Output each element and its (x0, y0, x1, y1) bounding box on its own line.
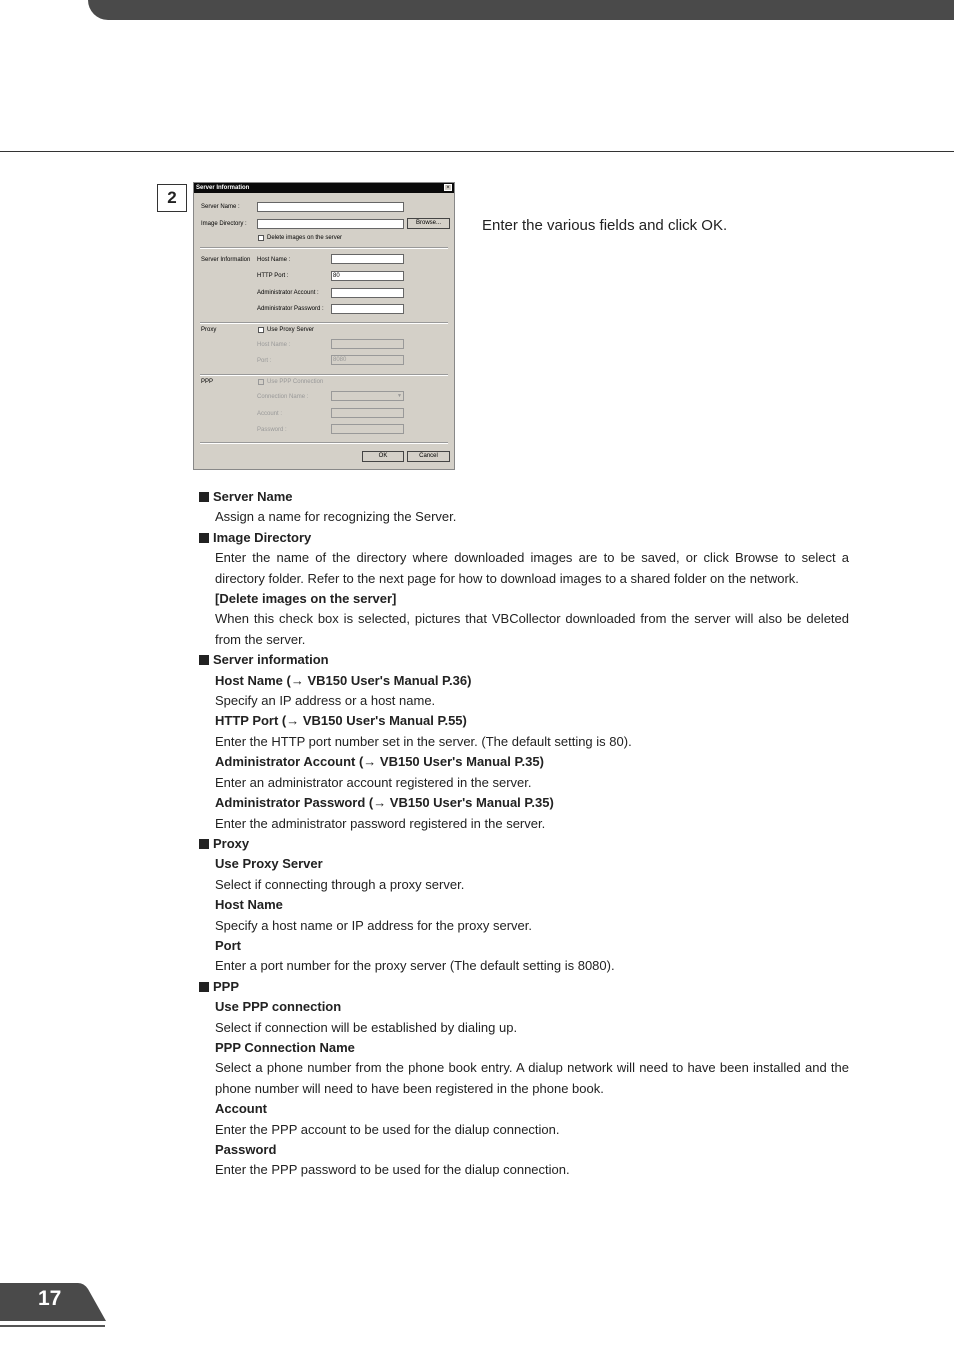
sub-heading: HTTP Port (→ VB150 User's Manual P.55) (215, 713, 467, 729)
admin-password-label: Administrator Password : (257, 306, 324, 312)
section-text: Enter an administrator account registered in the server. (215, 774, 532, 790)
separator (200, 442, 448, 444)
sub-heading: Use PPP connection (215, 999, 342, 1015)
ppp-section-label: PPP (201, 379, 214, 385)
section-heading: PPP (199, 977, 849, 997)
close-icon[interactable]: × (444, 184, 452, 191)
password-label: Password : (257, 427, 287, 433)
dialog-title: Server Information (194, 183, 454, 193)
header-bar (88, 0, 954, 20)
server-information-dialog (193, 182, 455, 470)
server-name-label: Server Name : (201, 204, 240, 210)
use-ppp-checkbox (258, 379, 264, 385)
section-text: Select if connecting through a proxy server. (215, 876, 465, 892)
connection-name-select (331, 391, 404, 401)
browse-button[interactable]: Browse... (407, 218, 450, 229)
separator (200, 374, 448, 376)
account-input (331, 408, 404, 418)
image-directory-label: Image Directory : (201, 221, 247, 227)
sub-heading: Account (215, 1101, 267, 1117)
step-instruction: Enter the various fields and click OK. (482, 217, 728, 234)
section-text: Enter the name of the directory where downloaded images are to be saved, or click Browse to select a directory folder. Refer to the next page for how to download images to a shared folder on the network. (215, 550, 849, 586)
section-heading: Proxy (199, 834, 849, 854)
section-heading: Server Name (199, 487, 849, 507)
section-text: Enter the administrator password registered in the server. (215, 815, 546, 831)
header-rule (0, 151, 954, 152)
separator (200, 322, 448, 324)
description-body (199, 487, 849, 1181)
http-port-label: HTTP Port : (257, 273, 289, 279)
delete-images-checkbox[interactable] (258, 235, 264, 241)
account-label: Account : (257, 411, 283, 417)
sub-heading: Host Name (→ VB150 User's Manual P.36) (215, 672, 472, 688)
section-text: Specify an IP address or a host name. (215, 693, 436, 709)
section-text: Assign a name for recognizing the Server. (215, 509, 457, 525)
server-info-section-label: Server Information (201, 257, 251, 263)
section-text: When this check box is selected, pictures that VBCollector downloaded from the server will also be deleted from the server. (215, 611, 849, 647)
page-number: 17 (38, 1287, 62, 1310)
section-text: Enter a port number for the proxy server (The default setting is 8080). (215, 958, 615, 974)
admin-account-label: Administrator Account : (257, 290, 319, 296)
proxy-section-label: Proxy (201, 327, 217, 333)
server-name-input[interactable] (257, 202, 404, 212)
password-input (331, 424, 404, 434)
admin-password-input[interactable] (331, 304, 404, 314)
square-bullet-icon (199, 533, 209, 543)
square-bullet-icon (199, 655, 209, 665)
section-text: Select a phone number from the phone book entry. A dialup network will need to have been installed and the phone number will need to have been registered in the phone book. (215, 1060, 849, 1096)
image-directory-input[interactable] (257, 219, 404, 229)
use-ppp-label: Use PPP Connection (267, 379, 324, 385)
section-heading: Image Directory (199, 528, 849, 548)
proxy-port-label: Port : (257, 358, 272, 364)
square-bullet-icon (199, 839, 209, 849)
connection-name-label: Connection Name : (257, 394, 309, 400)
proxy-port-input: 8080 (331, 355, 404, 365)
admin-account-input[interactable] (331, 288, 404, 298)
use-proxy-label: Use Proxy Server (267, 327, 315, 333)
http-port-input[interactable]: 80 (331, 271, 404, 281)
delete-images-label: Delete images on the server (267, 235, 343, 241)
cancel-button[interactable]: Cancel (407, 451, 450, 462)
square-bullet-icon (199, 982, 209, 992)
host-name-label: Host Name : (257, 257, 291, 263)
separator (200, 247, 448, 249)
square-bullet-icon (199, 492, 209, 502)
host-name-input[interactable] (331, 254, 404, 264)
sub-heading: Administrator Account (→ VB150 User's Manual P.35) (215, 754, 544, 770)
section-text: Specify a host name or IP address for the proxy server. (215, 917, 532, 933)
sub-heading: Password (215, 1142, 277, 1157)
sub-heading: Administrator Password (→ VB150 User's Manual P.35) (215, 795, 554, 811)
footer-rule (0, 1325, 105, 1327)
section-text: Enter the PPP password to be used for the dialup connection. (215, 1162, 570, 1178)
section-text: Enter the PPP account to be used for the dialup connection. (215, 1121, 560, 1137)
sub-heading: Port (215, 937, 241, 953)
sub-heading: [Delete images on the server] (215, 591, 397, 607)
sub-heading: Host Name (215, 897, 283, 913)
section-heading: Server information (199, 650, 849, 670)
use-proxy-checkbox[interactable] (258, 327, 264, 333)
sub-heading: Use Proxy Server (215, 856, 323, 872)
step-number: 2 (157, 184, 187, 212)
sub-heading: PPP Connection Name (215, 1039, 355, 1055)
proxy-host-label: Host Name : (257, 342, 291, 348)
chevron-down-icon: ▼ (397, 393, 402, 399)
section-text: Enter the HTTP port number set in the server. (The default setting is 80). (215, 733, 632, 749)
section-text: Select if connection will be established by dialing up. (215, 1019, 518, 1035)
ok-button[interactable]: OK (362, 451, 404, 462)
proxy-host-input (331, 339, 404, 349)
